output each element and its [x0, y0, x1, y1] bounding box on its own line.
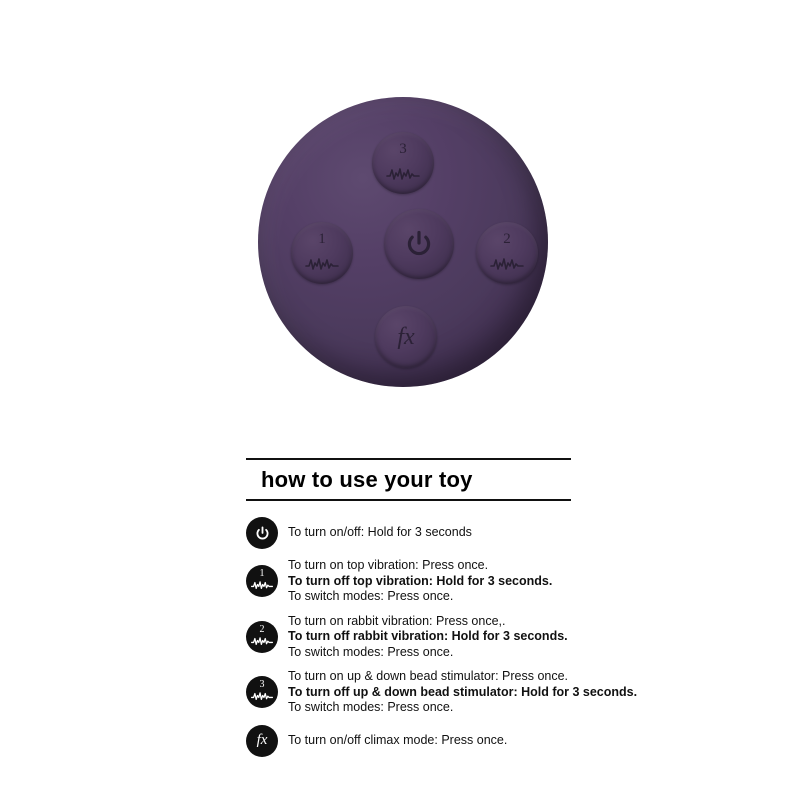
power-icon	[246, 517, 278, 549]
device-button-1[interactable]	[291, 222, 353, 284]
device-button-3[interactable]	[372, 132, 434, 194]
waveform-glyph	[246, 690, 278, 701]
waveform-icon	[246, 621, 278, 653]
list-item-text	[288, 525, 472, 541]
instruction-line: To turn on rabbit vibration: Press once,.	[288, 613, 506, 628]
waveform-icon	[246, 565, 278, 597]
instructions-panel	[246, 458, 666, 766]
instruction-line: To turn on up & down bead stimulator: Press once.	[288, 669, 569, 683]
instruction-line: To turn off up & down bead stimulator: Hold for 3 seconds.	[288, 684, 638, 699]
fx-icon	[246, 725, 278, 757]
list-item-text	[288, 558, 552, 605]
badge-number: 3	[259, 679, 265, 691]
fx-glyph: fx	[256, 732, 268, 748]
list-item	[246, 669, 666, 716]
device-button-power[interactable]	[384, 209, 454, 279]
badge-number: 1	[259, 568, 265, 580]
list-item	[246, 725, 666, 757]
instruction-line: To switch modes: Press once.	[288, 644, 454, 659]
instruction-line: To turn on/off: Hold for 3 seconds	[288, 525, 472, 540]
list-item	[246, 558, 666, 605]
list-item	[246, 614, 666, 661]
device-button-3-label: 3	[399, 141, 407, 157]
instruction-line: To turn off rabbit vibration: Hold for 3 seconds.	[288, 629, 568, 643]
waveform-icon	[372, 165, 434, 181]
fx-icon: fx	[397, 323, 415, 350]
device-button-2[interactable]	[476, 222, 538, 284]
instruction-line: To switch modes: Press once.	[288, 700, 454, 714]
waveform-icon	[476, 255, 538, 271]
waveform-glyph	[246, 635, 278, 646]
device-button-fx[interactable]	[375, 306, 437, 368]
title-divider-bottom	[246, 499, 571, 501]
page-title: how to use your toy	[261, 467, 473, 492]
power-icon	[403, 228, 435, 260]
list-item	[246, 517, 666, 549]
waveform-glyph	[246, 579, 278, 590]
waveform-icon	[291, 255, 353, 271]
instruction-line: To switch modes: Press once.	[288, 589, 454, 603]
device-button-2-label: 2	[503, 231, 511, 247]
badge-number: 2	[259, 623, 265, 635]
waveform-icon	[246, 676, 278, 708]
list-item-text	[288, 733, 507, 749]
device-button-1-label: 1	[318, 231, 326, 247]
list-item-text	[288, 614, 568, 661]
instruction-line: To turn off top vibration: Hold for 3 seconds.	[288, 573, 553, 588]
instruction-line: To turn on top vibration: Press once.	[288, 558, 489, 572]
list-item-text	[288, 669, 637, 716]
instruction-line: To turn on/off climax mode: Press once.	[288, 732, 508, 747]
